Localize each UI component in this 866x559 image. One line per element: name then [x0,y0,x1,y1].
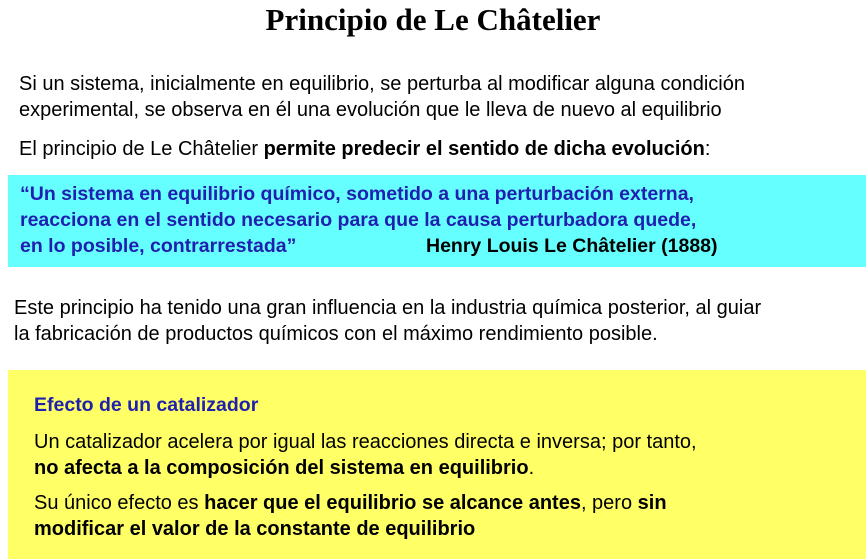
catalyst-p1-line-1: Un catalizador acelera por igual las reacciones directa e inversa; por tanto, [34,431,697,453]
catalyst-p1-period: . [528,457,535,479]
catalyst-p2-line-1 [34,490,854,516]
catalyst-p2-line-2: modificar el valor de la constante de equilibrio [34,518,476,540]
catalyst-heading: Efecto de un catalizador [34,394,259,416]
principle-paragraph [19,136,859,162]
principle-text: El principio de Le Châtelier [19,138,264,160]
catalyst-p2-text-1: Su único efecto es [34,492,205,514]
quote-line-3: en lo posible, contrarrestada” [20,235,297,257]
catalyst-paragraph-1 [34,429,854,481]
catalyst-p1-line-2 [34,455,854,481]
quote-line-1: “Un sistema en equilibrio químico, sometido a una perturbación externa, [20,183,694,205]
quote-author: Henry Louis Le Châtelier (1888) [426,235,718,257]
influence-line-2: la fabricación de productos químicos con el máximo rendimiento posible. [14,323,658,345]
quote-line-2: reacciona en el sentido necesario para que la causa perturbadora quede, [20,209,697,231]
page-title: Principio de Le Châtelier [265,2,601,37]
intro-line-1: Si un sistema, inicialmente en equilibrio, se perturba al modificar alguna condición [19,73,745,95]
principle-bold-text: permite predecir el sentido de dicha evolución [263,138,705,160]
influence-line-1: Este principio ha tenido una gran influencia en la industria química posterior, al guiar [14,297,762,319]
intro-line-2: experimental, se observa en él una evolución que le lleva de nuevo al equilibrio [19,99,722,121]
catalyst-p1-bold: no afecta a la composición del sistema en equilibrio [34,457,529,479]
catalyst-paragraph-2 [34,490,854,542]
quote-box [8,175,866,267]
catalyst-p2-bold-1: hacer que el equilibrio se alcance antes [204,492,581,514]
principle-colon: : [704,138,711,160]
catalyst-p2-text-2: , pero [580,492,638,514]
intro-paragraph [19,71,859,123]
catalyst-p2-bold-2: sin [637,492,667,514]
influence-paragraph [14,295,864,347]
catalyst-box [8,370,866,559]
